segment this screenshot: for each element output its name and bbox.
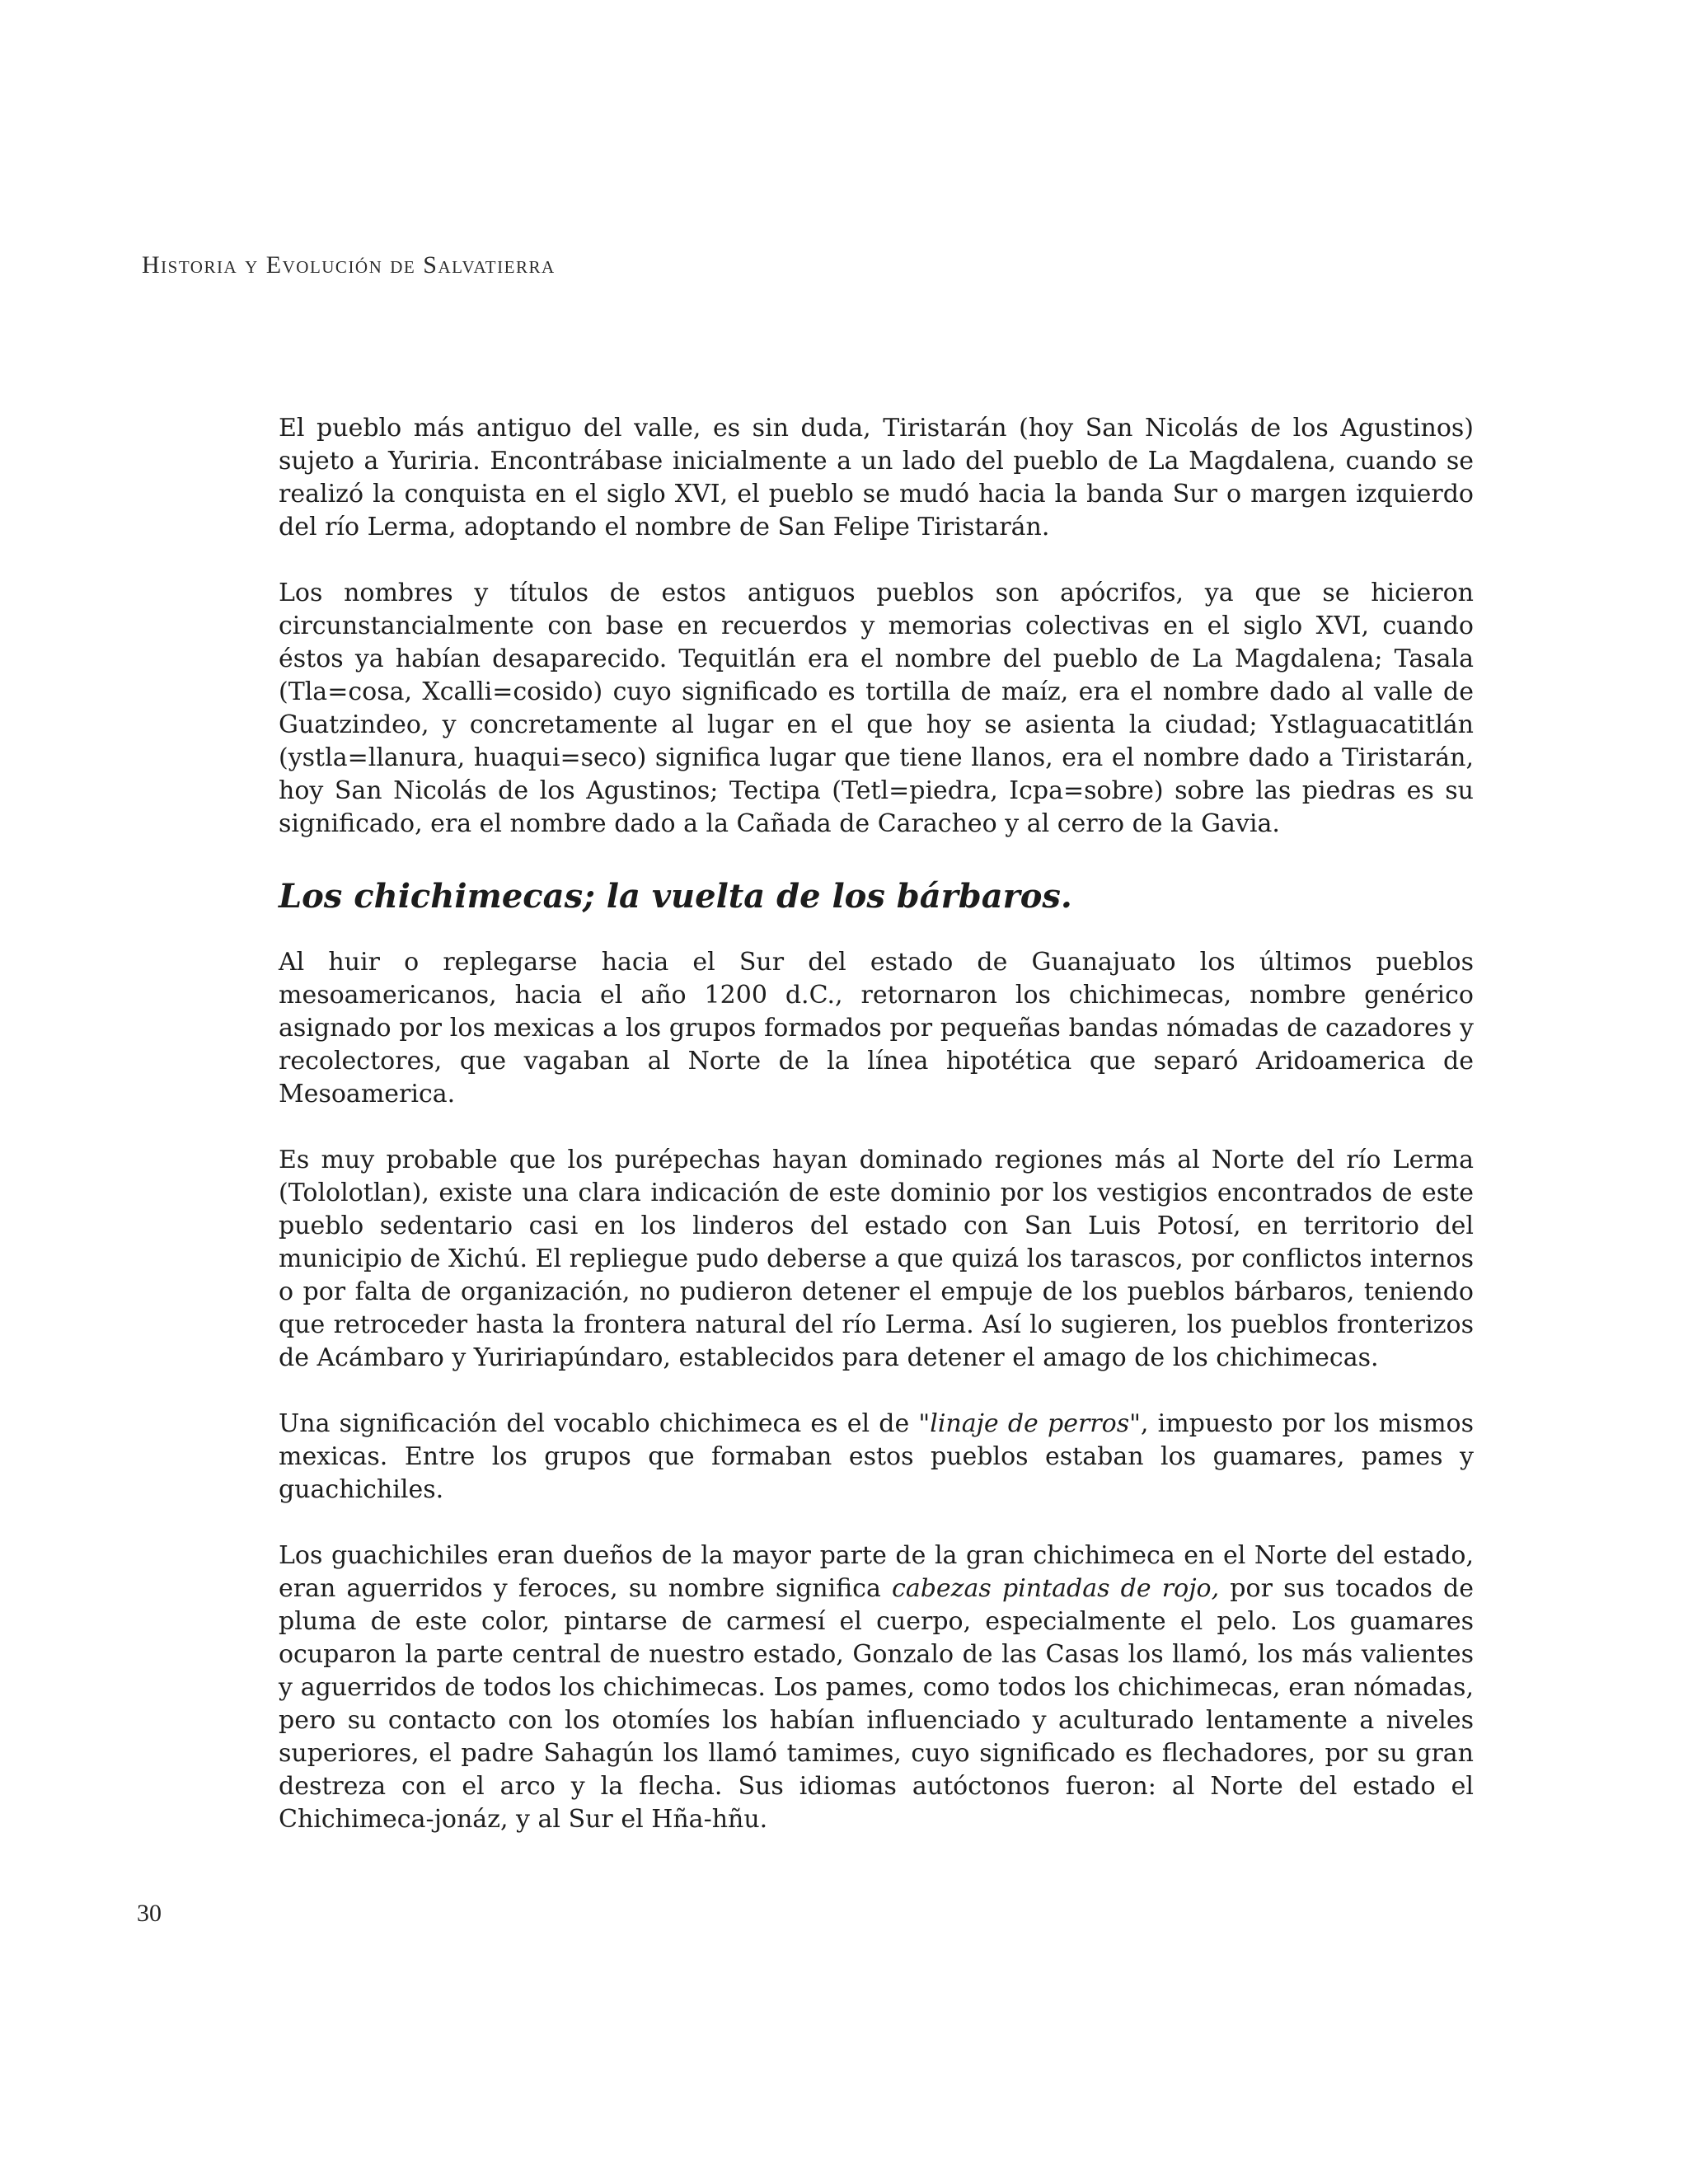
italic-phrase: cabezas pintadas de rojo,	[892, 1574, 1220, 1603]
paragraph-purepecha-dominion: Es muy probable que los purépechas hayan dominado regiones más al Norte del río Lerma (Tololotlan), existe una clara indicación de este dominio por los vestigios encontrados de este pueblo sedentario casi en los linderos del estado con San Luis Potosí, en territorio del municipio de Xichú. El repliegue pudo deberse a que quizá los tarascos, por conflictos internos o por falta de organización, no pudieron detener el empuje de los pueblos bárbaros, teniendo que retroceder hasta la frontera natural del río Lerma. Así lo sugieren, los pueblos fronterizos de Acámbaro y Yuririapúndaro, establecidos para detener el amago de los chichimecas.	[279, 1146, 1474, 1372]
paragraph-chichimeca-meaning	[279, 1408, 1474, 1507]
text-run: por sus tocados de pluma de este color, pintarse de carmesí el cuerpo, especialmente el pelo. Los guamares ocuparon la parte central de nuestro estado, Gonzalo de las Casas los llamó, los más valientes y aguerridos de todos los chichimecas. Los pames, como todos los chichimecas, eran nómadas, pero su contacto con los otomíes los habían influenciado y aculturado lentamente a niveles superiores, el padre Sahagún los llamó tamimes, cuyo significado es flechadores, por su gran destreza con el arco y la flecha. Sus idiomas autóctonos fueron: al Norte del estado el Chichimeca-jonáz, y al Sur el Hña-hñu.	[279, 1574, 1474, 1834]
running-header: Historia y Evolución de Salvatierra	[142, 251, 556, 279]
paragraph-chichimecas-return: Al huir o replegarse hacia el Sur del estado de Guanajuato los últimos pueblos mesoamericanos, hacia el año 1200 d.C., retornaron los chichimecas, nombre genérico asignado por los mexicas a los grupos formados por pequeñas bandas nómadas de cazadores y recolectores, que vagaban al Norte de la línea hipotética que separó Aridoamerica de Mesoamerica.	[279, 948, 1474, 1108]
section-heading: Los chichimecas; la vuelta de los bárbaros.	[279, 877, 1072, 916]
paragraph-tiristaran: El pueblo más antiguo del valle, es sin duda, Tiristarán (hoy San Nicolás de los Agustinos) sujeto a Yuriria. Encontrábase inicialmente a un lado del pueblo de La Magdalena, cuando se realizó la conquista en el siglo XVI, el pueblo se mudó hacia la banda Sur o margen izquierdo del río Lerma, adoptando el nombre de San Felipe Tiristarán.	[279, 414, 1474, 541]
paragraph-guachichiles	[279, 1540, 1474, 1836]
page-number: 30	[137, 1900, 162, 1927]
paragraph-place-names: Los nombres y títulos de estos antiguos pueblos son apócrifos, ya que se hicieron circunstancialmente con base en recuerdos y memorias colectivas en el siglo XVI, cuando éstos ya habían desaparecido. Tequitlán era el nombre del pueblo de La Magdalena; Tasala (Tla=cosa, Xcalli=cosido) cuyo significado es tortilla de maíz, era el nombre dado al valle de Guatzindeo, y concretamente al lugar en el que hoy se asienta la ciudad; Ystlaguacatitlán (ystla=llanura, huaqui=seco) significa lugar que tiene llanos, era el nombre dado a Tiristarán, hoy San Nicolás de los Agustinos; Tectipa (Tetl=piedra, Icpa=sobre) sobre las piedras es su significado, era el nombre dado a la Cañada de Caracheo y al cerro de la Gavia.	[279, 579, 1474, 838]
body-text	[279, 412, 1474, 1869]
text-run: , impuesto por los mismos mexicas. Entre los grupos que formaban estos pueblos estaban los guamares, pames y guachichiles.	[279, 1409, 1474, 1504]
italic-phrase: "linaje de perros"	[918, 1409, 1141, 1438]
text-run: Los guachichiles eran dueños de la mayor parte de la gran chichimeca en el Norte del estado, eran aguerridos y feroces, su nombre significa	[279, 1541, 1474, 1603]
text-run: Una significación del vocablo chichimeca es el de	[279, 1409, 919, 1438]
